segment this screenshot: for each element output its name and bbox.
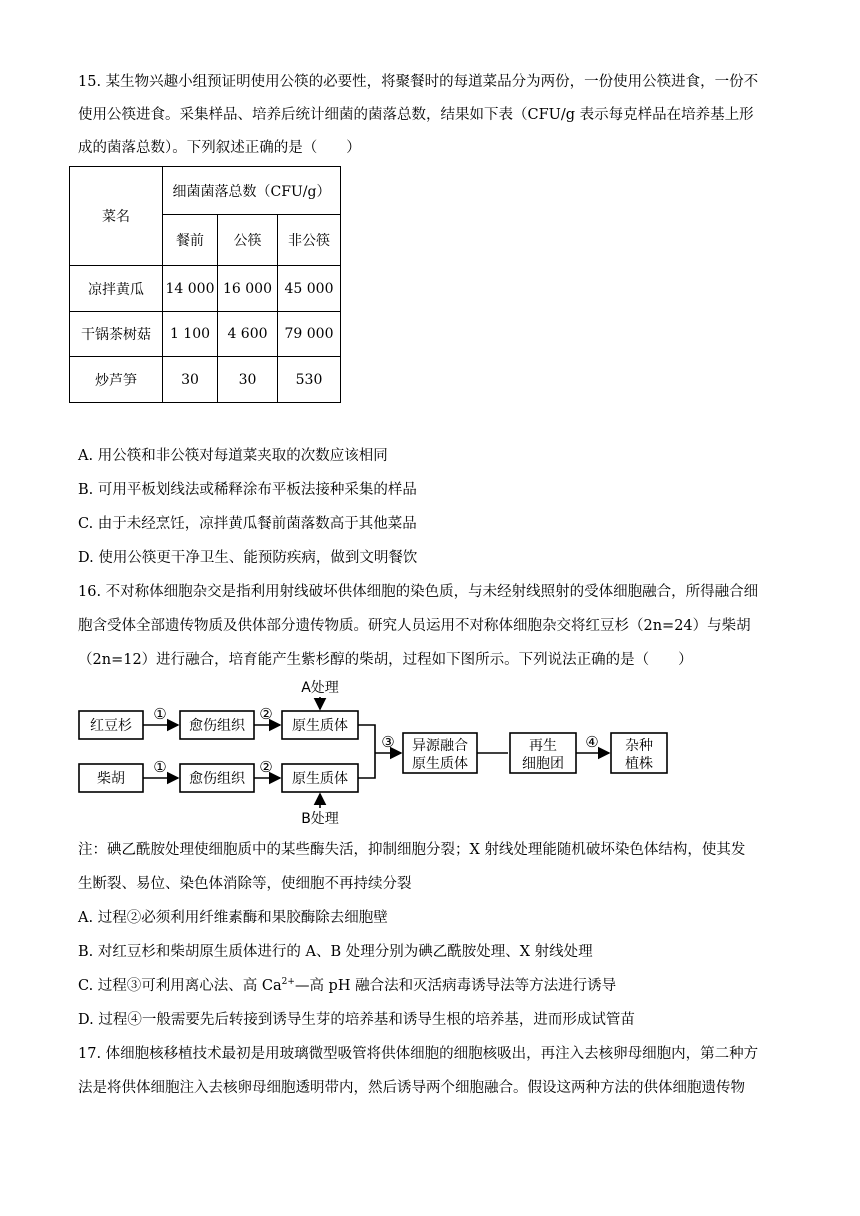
- treatment-a-label: A处理: [301, 680, 339, 696]
- table-cell: 79 000: [278, 312, 341, 357]
- q16-note-line2: 生断裂、易位、染色体消除等，使细胞不再持续分裂: [78, 876, 412, 892]
- q15-stem-line1: 15. 某生物兴趣小组预证明使用公筷的必要性，将聚餐时的每道菜品分为两份，一份使用公筷进食，一份不: [78, 74, 759, 90]
- q15-option-a: A. 用公筷和非公筷对每道菜夹取的次数应该相同: [78, 448, 388, 464]
- q16-option-c: [78, 974, 616, 995]
- step-1-label: ①: [153, 705, 167, 723]
- q16-option-c-pre: C. 过程③可利用离心法、高 Ca: [78, 978, 282, 994]
- table-cell-dish: 干锅茶树菇: [70, 312, 163, 357]
- table-cell-dish: 凉拌黄瓜: [70, 266, 163, 312]
- step-2-label: ②: [259, 705, 273, 723]
- q16-option-b: B. 对红豆杉和柴胡原生质体进行的 A、B 处理分别为碘乙酰胺处理、X 射线处理: [78, 944, 593, 960]
- q16-note-line1: 注：碘乙酰胺处理使细胞质中的某些酶失活，抑制细胞分裂；X 射线处理能随机破坏染色体结构，使其发: [78, 842, 746, 858]
- label-protoplast-1: 原生质体: [292, 718, 348, 734]
- q16-stem-line1: 16. 不对称体细胞杂交是指利用射线破坏供体细胞的染色质，与未经射线照射的受体细胞融合，所得融合细: [78, 584, 759, 600]
- q17-stem-line1: 17. 体细胞核移植技术最初是用玻璃微型吸管将供体细胞的细胞核吸出，再注入去核卵母细胞内，第二种方: [78, 1046, 759, 1062]
- q16-option-c-sup: 2+: [281, 977, 295, 988]
- q16-stem-line3: （2n=12）进行融合，培育能产生紫杉醇的柴胡，过程如下图所示。下列说法正确的是（ ）: [78, 652, 693, 668]
- table-subheader: 餐前: [163, 215, 218, 266]
- label-callus-2: 愈伤组织: [189, 771, 245, 787]
- q16-option-c-post: —高 pH 融合法和灭活病毒诱导法等方法进行诱导: [294, 978, 617, 994]
- q15-option-b: B. 可用平板划线法或稀释涂布平板法接种采集的样品: [78, 482, 417, 498]
- table-cell: 16 000: [218, 266, 278, 312]
- q15-option-d: D. 使用公筷更干净卫生、能预防疾病，做到文明餐饮: [78, 550, 418, 566]
- label-fusion-1: 异源融合: [412, 738, 468, 754]
- q16-option-d: D. 过程④一般需要先后转接到诱导生芽的培养基和诱导生根的培养基，进而形成试管苗: [78, 1012, 635, 1028]
- table-cell: 45 000: [278, 266, 341, 312]
- table-cell: 30: [163, 357, 218, 403]
- table-cell: 30: [218, 357, 278, 403]
- table-cell: 14 000: [163, 266, 218, 312]
- table-header-dish: 菜名: [70, 167, 163, 266]
- table-cell: 1 100: [163, 312, 218, 357]
- step-2-label: ②: [259, 758, 273, 776]
- q15-option-c: C. 由于未经烹饪，凉拌黄瓜餐前菌落数高于其他菜品: [78, 516, 417, 532]
- label-callus-1: 愈伤组织: [189, 718, 245, 734]
- q15-stem-line3: 成的菌落总数）。下列叙述正确的是（ ）: [78, 140, 361, 156]
- label-chaihu: 柴胡: [97, 771, 125, 787]
- q16-stem-line2: 胞含受体全部遗传物质及供体部分遗传物质。研究人员运用不对称体细胞杂交将红豆杉（2n=24）与柴胡: [78, 618, 751, 634]
- table-subheader: 非公筷: [278, 215, 341, 266]
- q17-stem-line2: 法是将供体细胞注入去核卵母细胞透明带内，然后诱导两个细胞融合。假设这两种方法的供体细胞遗传物: [78, 1080, 745, 1096]
- table-cell: 530: [278, 357, 341, 403]
- table-cell-dish: 炒芦笋: [70, 357, 163, 403]
- label-hybrid-1: 杂种: [625, 738, 653, 754]
- step-4-label: ④: [585, 733, 599, 751]
- label-hybrid-2: 植株: [625, 756, 653, 772]
- step-1-label: ①: [153, 758, 167, 776]
- step-3-label: ③: [381, 733, 395, 751]
- label-fusion-2: 原生质体: [412, 756, 468, 772]
- label-regen-1: 再生: [529, 738, 557, 754]
- table-cell: 4 600: [218, 312, 278, 357]
- q15-stem-line2: 使用公筷进食。采集样品、培养后统计细菌的菌落总数，结果如下表（CFU/g 表示每克样品在培养基上形: [78, 107, 754, 123]
- table-subheader: 公筷: [218, 215, 278, 266]
- label-protoplast-2: 原生质体: [292, 771, 348, 787]
- q16-option-a: A. 过程②必须利用纤维素酶和果胶酶除去细胞壁: [78, 910, 388, 926]
- table-header-group: 细菌菌落总数（CFU/g）: [163, 167, 341, 215]
- label-hongdoushan: 红豆杉: [90, 718, 132, 734]
- label-regen-2: 细胞团: [522, 756, 564, 772]
- treatment-b-label: B处理: [301, 811, 339, 827]
